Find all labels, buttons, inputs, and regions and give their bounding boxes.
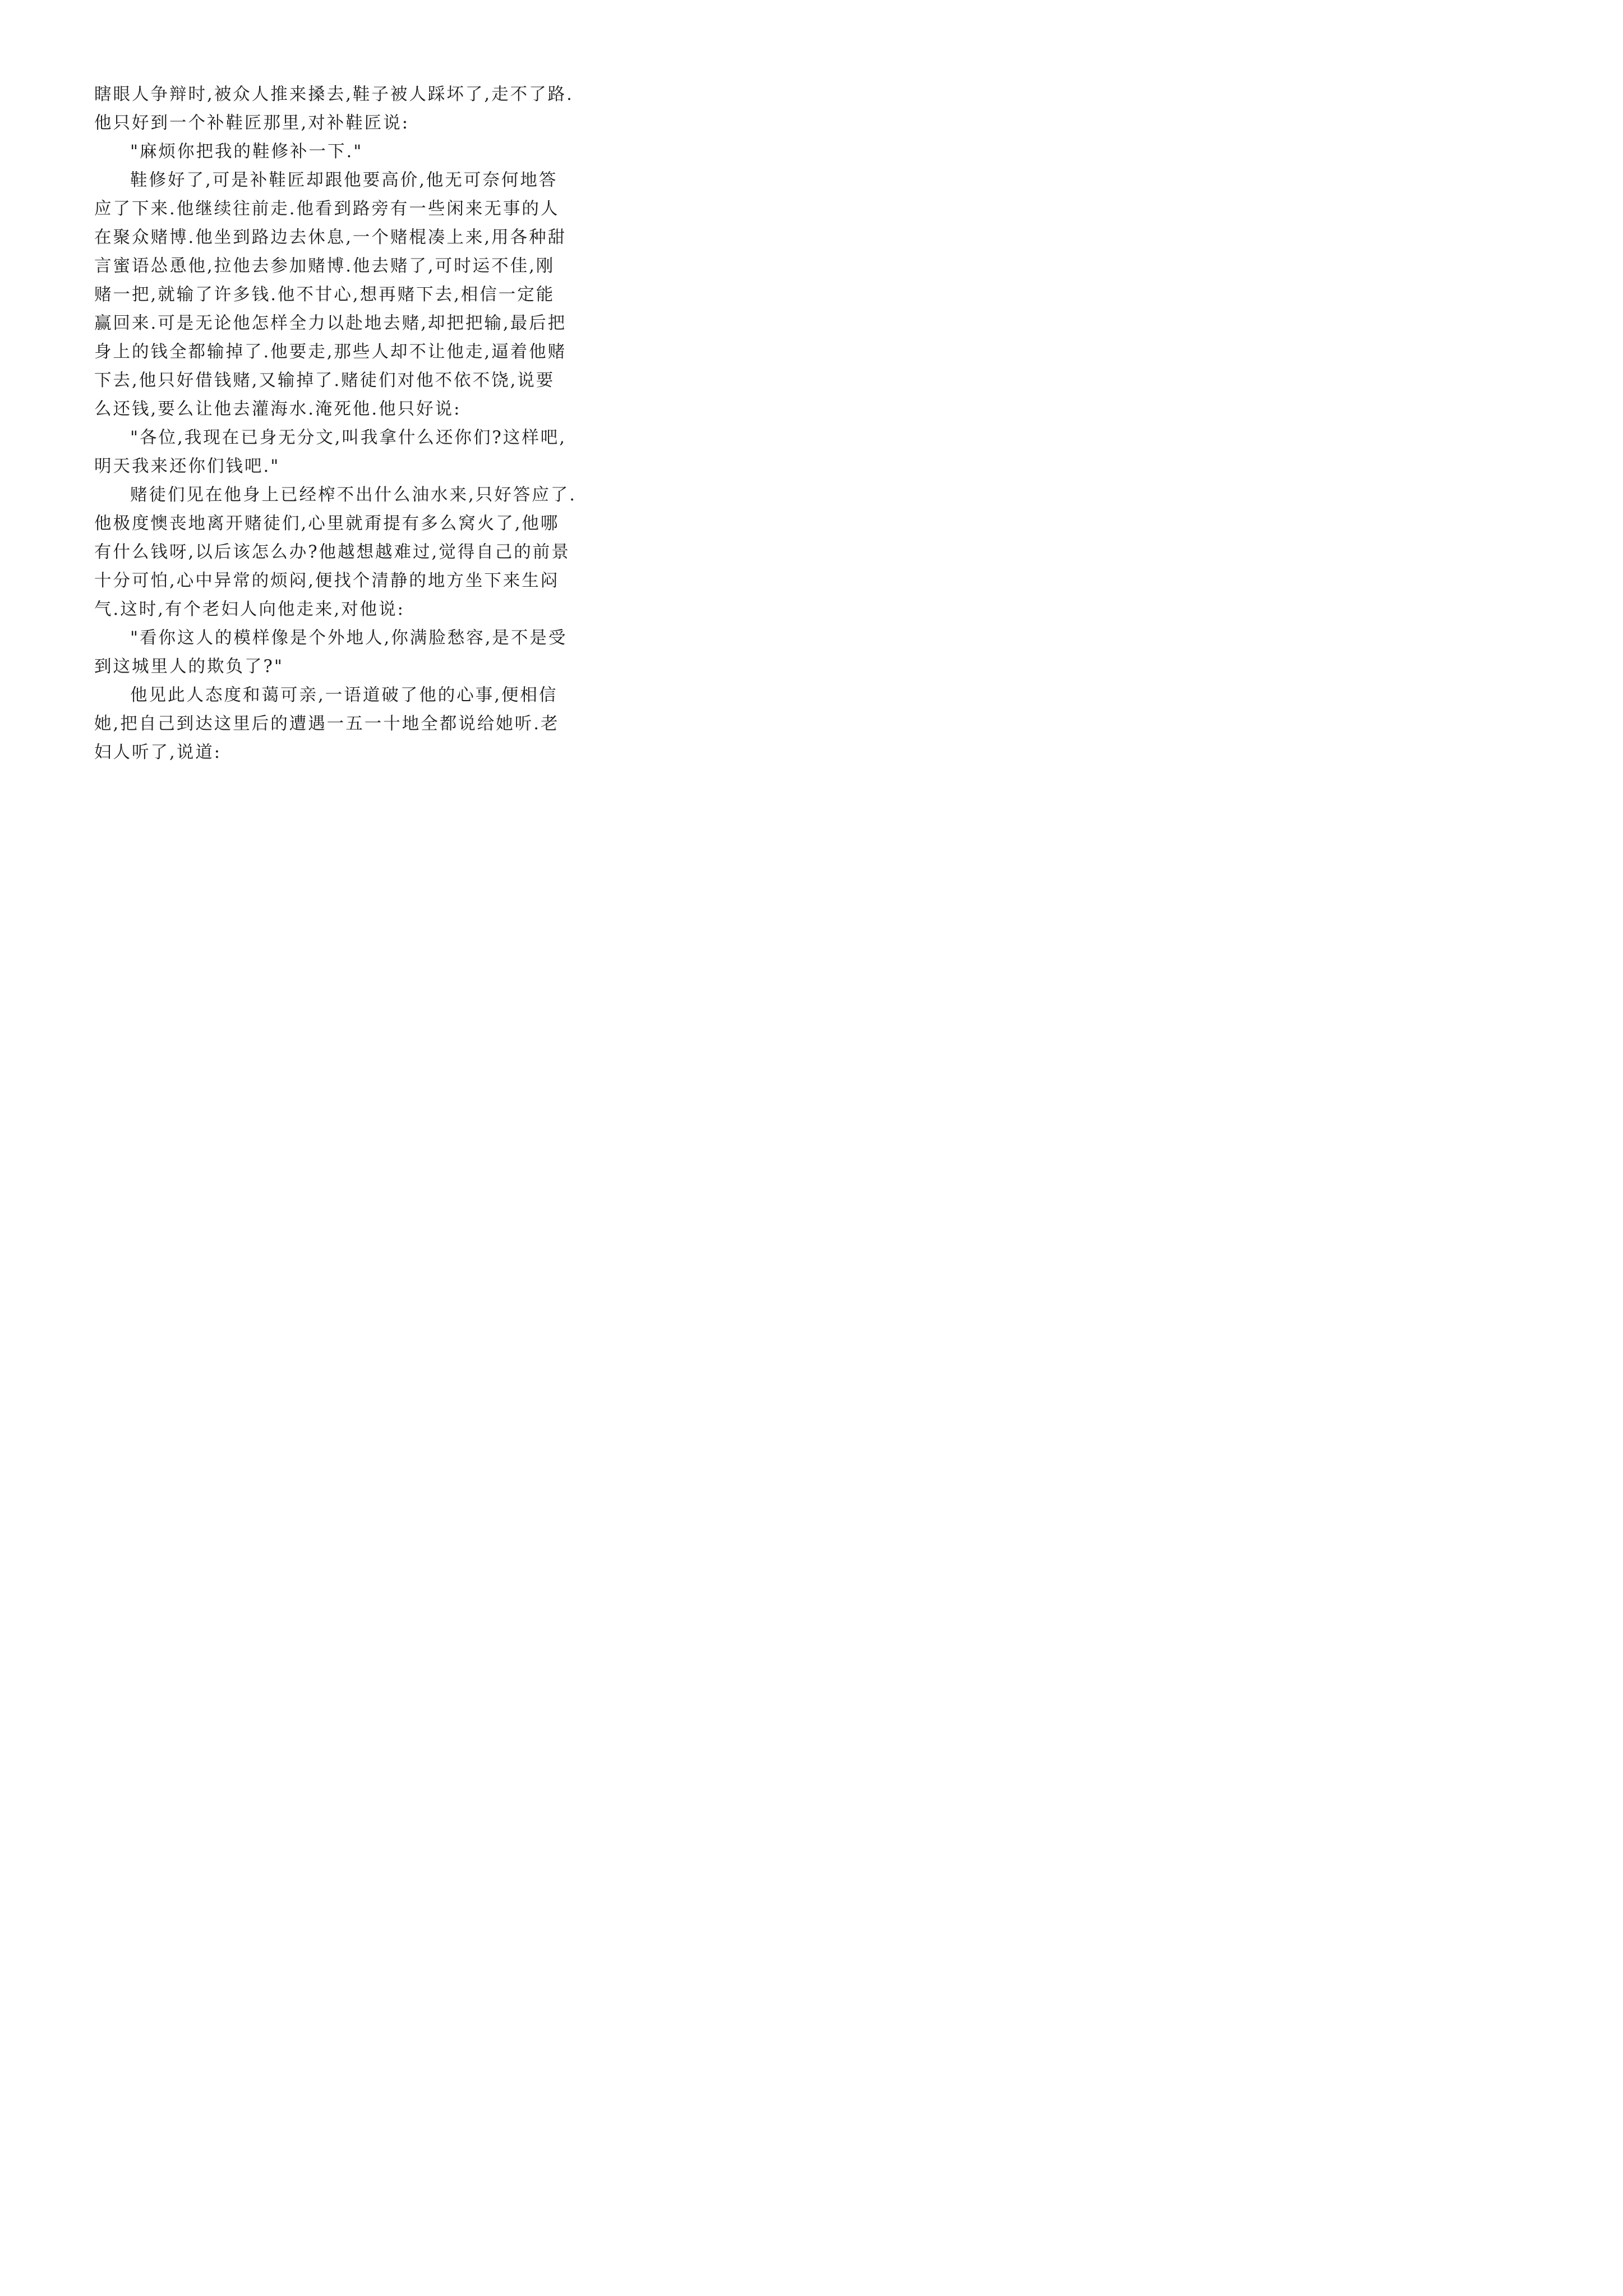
- text-line: "看你这人的模样像是个外地人,你满脸愁容,是不是受: [130, 628, 568, 648]
- text-line: 下去,他只好借钱赌,又输掉了.赌徒们对他不依不饶,说要: [94, 371, 555, 390]
- text-line: 她,把自己到达这里后的遭遇一五一十地全都说给她听.老: [94, 714, 560, 734]
- text-line: 鞋修好了,可是补鞋匠却跟他要高价,他无可奈何地答: [130, 171, 558, 190]
- text-line: 到这城里人的欺负了?": [94, 657, 284, 677]
- text-line: 赌一把,就输了许多钱.他不甘心,想再赌下去,相信一定能: [94, 285, 555, 305]
- text-line: 身上的钱全都输掉了.他要走,那些人却不让他走,逼着他赌: [94, 342, 567, 362]
- text-line: 么还钱,要么让他去灌海水.淹死他.他只好说:: [94, 399, 462, 419]
- body-text: [94, 80, 577, 767]
- text-line: "麻烦你把我的鞋修补一下.": [130, 142, 363, 162]
- text-line: 他见此人态度和蔼可亲,一语道破了他的心事,便相信: [130, 685, 558, 705]
- text-line: 赌徒们见在他身上已经榨不出什么油水来,只好答应了.: [130, 485, 577, 505]
- text-line: 妇人听了,说道:: [94, 743, 222, 762]
- text-line: 瞎眼人争辩时,被众人推来搡去,鞋子被人踩坏了,走不了路.: [94, 85, 574, 104]
- document-page: [0, 0, 629, 890]
- text-line: 明天我来还你们钱吧.": [94, 457, 280, 476]
- text-line: 有什么钱呀,以后该怎么办?他越想越难过,觉得自己的前景: [94, 542, 570, 562]
- text-line: "各位,我现在已身无分文,叫我拿什么还你们?这样吧,: [130, 428, 566, 448]
- text-line: 在聚众赌博.他坐到路边去休息,一个赌棍凑上来,用各种甜: [94, 228, 567, 247]
- text-line: 气.这时,有个老妇人向他走来,对他说:: [94, 600, 405, 619]
- text-line: 他极度懊丧地离开赌徒们,心里就甭提有多么窝火了,他哪: [94, 514, 560, 533]
- text-line: 应了下来.他继续往前走.他看到路旁有一些闲来无事的人: [94, 199, 560, 219]
- text-line: 言蜜语怂恿他,拉他去参加赌博.他去赌了,可时运不佳,刚: [94, 256, 555, 276]
- text-line: 十分可怕,心中异常的烦闷,便找个清静的地方坐下来生闷: [94, 571, 560, 591]
- text-line: 赢回来.可是无论他怎样全力以赴地去赌,却把把输,最后把: [94, 314, 567, 333]
- text-line: 他只好到一个补鞋匠那里,对补鞋匠说:: [94, 113, 409, 133]
